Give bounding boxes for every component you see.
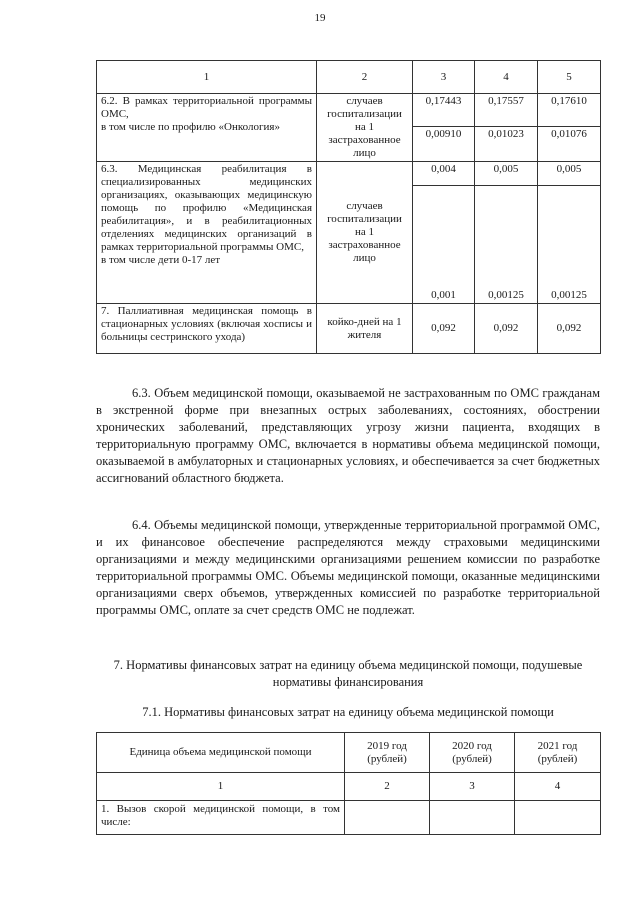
row-1-description: 1. Вызов скорой медицинской помощи, в том числе: — [97, 801, 345, 835]
row-7-description: 7. Паллиативная медицинская помощь в стационарных условиях (включая хосписы и больницы сестринского ухода) — [97, 304, 317, 354]
row-7-value-2021: 0,092 — [538, 304, 601, 354]
row-6-2-unit: случаев госпитализации на 1 застрахованное лицо — [317, 94, 413, 162]
table-row — [97, 94, 601, 127]
column-number-2: 2 — [345, 773, 430, 801]
row-6-3-children-2019: 0,001 — [413, 186, 475, 304]
row-1-value-2019 — [345, 801, 430, 835]
row-7-value-2019: 0,092 — [413, 304, 475, 354]
subsection-7-1-title: 7.1. Нормативы финансовых затрат на единицу объема медицинской помощи — [142, 705, 554, 719]
column-number-4: 4 — [515, 773, 601, 801]
header-cell-2: 2 — [317, 61, 413, 94]
table-row — [97, 801, 601, 835]
column-number-1: 1 — [97, 773, 345, 801]
header-cell-3: 3 — [413, 61, 475, 94]
table-header-row — [97, 61, 601, 94]
row-6-3-unit: случаев госпитализации на 1 застрахованное лицо — [317, 162, 413, 304]
row-6-2-value-2021: 0,17610 — [538, 94, 601, 127]
table-row — [97, 304, 601, 354]
row-7-value-2020: 0,092 — [475, 304, 538, 354]
row-6-2-value-2019: 0,17443 — [413, 94, 475, 127]
paragraph-6-4: 6.4. Объемы медицинской помощи, утвержденные территориальной программой ОМС, и их финансовое обеспечение распределяются между страховыми медицинскими организациями и между медицинскими организациями решением комиссии по разработке территориальной программы ОМС. Объемы медицинской помощи, оказанные медицинскими организациями сверх объемов, утвержденных комиссией по разработке территориальной программы ОМС, оплате за счет средств ОМС не подлежат. — [96, 518, 600, 617]
row-6-3-description: 6.3. Медицинская реабилитация в специализированных медицинских организациях, оказывающих медицинскую помощь по профилю «Медицинская реабилитация», и в реабилитационных отделениях медицинских организаций в рамках территориальной программы ОМС, в том числе дети 0-17 лет — [97, 162, 317, 304]
row-6-3-value-2020: 0,005 — [475, 162, 538, 186]
row-1-value-2020 — [430, 801, 515, 835]
row-6-3-children-2021: 0,00125 — [538, 186, 601, 304]
header-unit-of-care: Единица объема медицинской помощи — [97, 733, 345, 773]
row-1-value-2021 — [515, 801, 601, 835]
header-cell-5: 5 — [538, 61, 601, 94]
cost-norms-table — [96, 732, 601, 835]
table-numbering-row — [97, 773, 601, 801]
header-year-2020: 2020 год (рублей) — [430, 733, 515, 773]
table-row — [97, 162, 601, 186]
row-6-2-description: 6.2. В рамках территориальной программы ОМС, в том числе по профилю «Онкология» — [97, 94, 317, 162]
row-6-2-value-2020: 0,17557 — [475, 94, 538, 127]
row-6-3-value-2019: 0,004 — [413, 162, 475, 186]
table-header-row — [97, 733, 601, 773]
column-number-3: 3 — [430, 773, 515, 801]
section-7-title: 7. Нормативы финансовых затрат на единицу объема медицинской помощи, подушевые нормативы финансирования — [113, 658, 583, 689]
paragraph-6-3: 6.3. Объем медицинской помощи, оказываемой не застрахованным по ОМС гражданам в экстренной форме при внезапных острых заболеваниях, состояниях, обострении хронических заболеваний, представляющих угрозу жизни пациента, входящих в территориальную программу ОМС, включается в нормативы объема медицинской помощи, оказываемой в амбулаторных и стационарных условиях, и обеспечивается за счет бюджетных ассигнований областного бюджета. — [96, 386, 600, 485]
row-6-3-value-2021: 0,005 — [538, 162, 601, 186]
volume-norms-table — [96, 60, 601, 354]
row-6-2-oncology-2019: 0,00910 — [413, 126, 475, 161]
header-year-2019: 2019 год (рублей) — [345, 733, 430, 773]
row-6-2-oncology-2021: 0,01076 — [538, 126, 601, 161]
header-cell-1: 1 — [97, 61, 317, 94]
header-cell-4: 4 — [475, 61, 538, 94]
page-number: 19 — [314, 12, 326, 24]
row-6-2-oncology-2020: 0,01023 — [475, 126, 538, 161]
row-7-unit: койко-дней на 1 жителя — [317, 304, 413, 354]
header-year-2021: 2021 год (рублей) — [515, 733, 601, 773]
row-6-3-children-2020: 0,00125 — [475, 186, 538, 304]
